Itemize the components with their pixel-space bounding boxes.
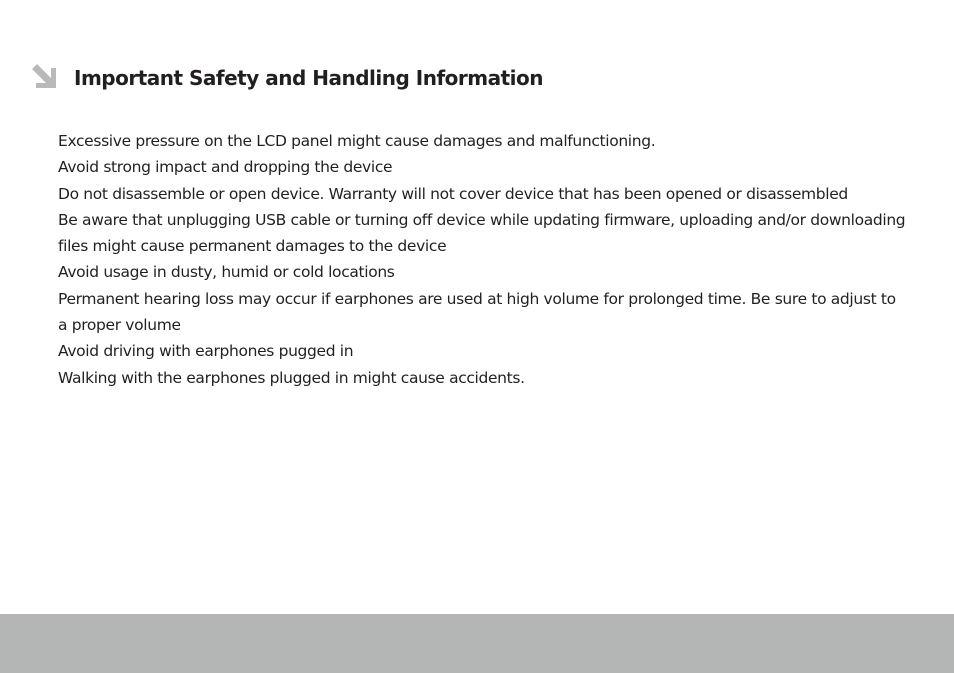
safety-list — [58, 128, 908, 391]
safety-item: Avoid driving with earphones pugged in — [58, 342, 354, 361]
section-header — [28, 60, 60, 92]
safety-item: Walking with the earphones plugged in might cause accidents. — [58, 368, 525, 387]
page-title: Important Safety and Handling Information — [74, 66, 543, 90]
safety-item: Excessive pressure on the LCD panel might cause damages and malfunctioning. — [58, 132, 656, 150]
safety-item: Avoid strong impact and dropping the device — [58, 158, 393, 177]
safety-item: Permanent hearing loss may occur if earphones are used at high volume for prolonged time. Be sure to adjust to a proper volume — [58, 289, 896, 335]
safety-item: Do not disassemble or open device. Warranty will not cover device that has been opened or disassembled — [58, 184, 848, 203]
safety-item: Be aware that unplugging USB cable or turning off device while updating firmware, uploading and/or downloading files might cause permanent damages to the device — [58, 210, 906, 256]
footer-bar — [0, 614, 954, 673]
arrow-down-right-icon — [28, 60, 60, 92]
safety-item: Avoid usage in dusty, humid or cold locations — [58, 263, 395, 282]
